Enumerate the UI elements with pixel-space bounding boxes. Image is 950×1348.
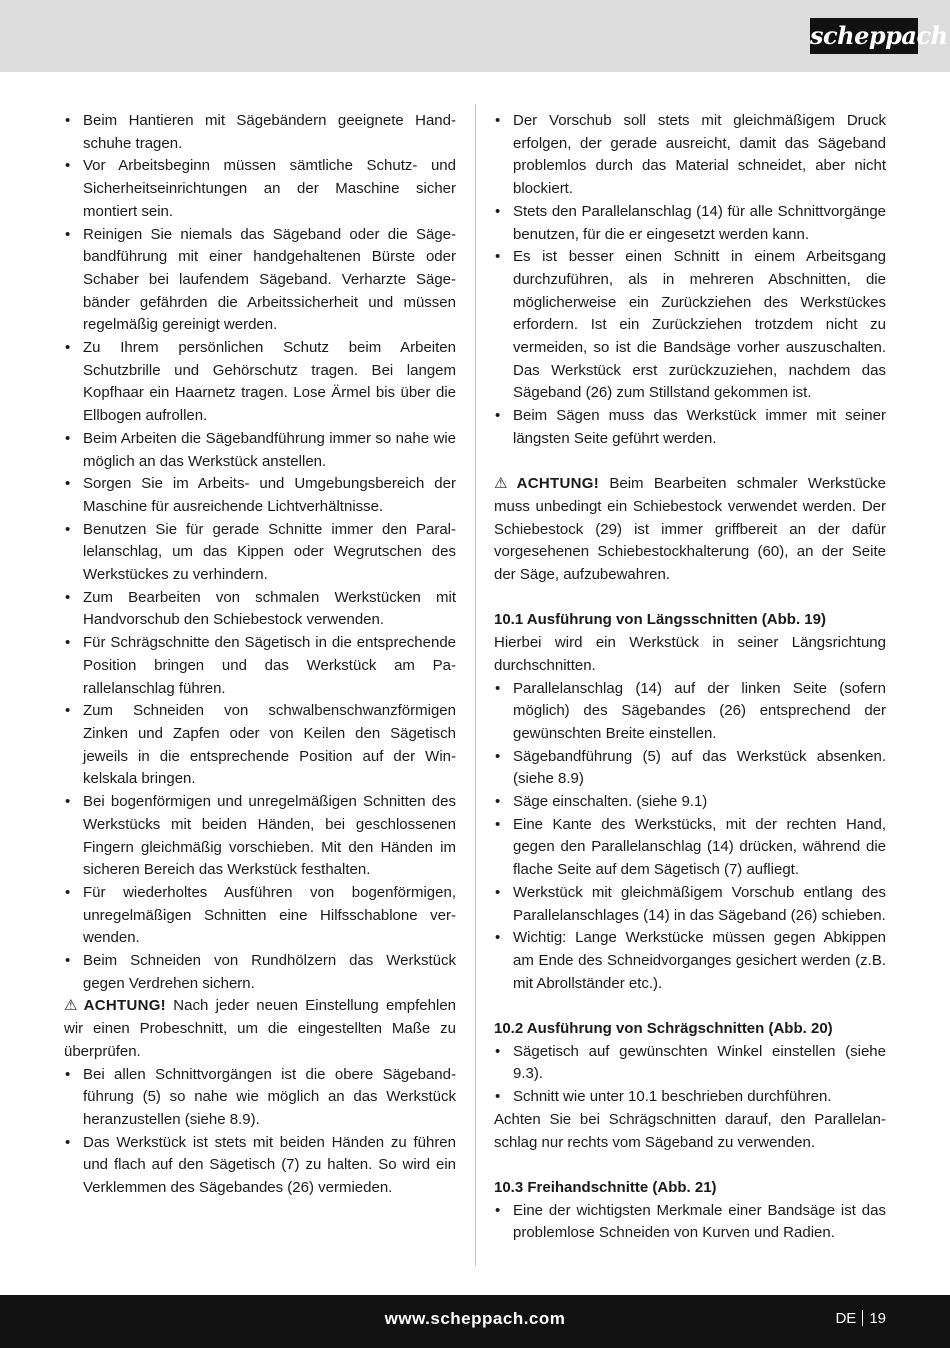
list-item: • Zum Schneiden von schwalbenschwanzförmigen Zinken und Zapfen oder von Keilen den Sägetisch jeweils in die entsprechende Position auf der Winkelskala bringen. (64, 700, 456, 791)
right-column (494, 110, 886, 1245)
feed-bullet-list (494, 110, 886, 451)
list-item: • Bei allen Schnittvorgängen ist die obere Sägebandführung (5) so nahe wie möglich an das Werkstück heranzustellen (siehe 8.9). (64, 1064, 456, 1132)
warning-text: Nach jeder neuen Einstellung empfehlen wir einen Probeschnitt, um die eingestellten Maße zu überprüfen. (64, 997, 457, 1060)
page-footer (0, 1295, 950, 1348)
list-item: • Stets den Parallelanschlag (14) für alle Schnittvorgänge benutzen, für die er eingesetzt werden kann. (494, 201, 886, 246)
warning-triangle-icon: ⚠ (494, 475, 514, 493)
list-item: • Parallelanschlag (14) auf der linken Seite (sofern möglich) des Sägebandes (26) entsprechend der gewünschten Breite einstellen. (494, 678, 886, 746)
list-item: • Für Schrägschnitte den Sägetisch in die entsprechende Position bringen und das Werkstück am Parallelanschlag führen. (64, 632, 456, 700)
list-item: • Sorgen Sie im Arbeits- und Umgebungsbereich der Maschine für ausreichende Lichtverhältnisse. (64, 473, 456, 518)
warning-label: ACHTUNG! (83, 997, 166, 1015)
list-item: • Beim Arbeiten die Sägebandführung immer so nahe wie möglich an das Werkstück anstellen. (64, 428, 456, 473)
section-intro: Hierbei wird ein Werkstück in seiner Längsrichtung durchschnitten. (494, 634, 886, 674)
section-title-10-1: 10.1 Ausführung von Längsschnitten (Abb. 19) (494, 611, 826, 629)
left-column (64, 110, 456, 1200)
list-item: • Benutzen Sie für gerade Schnitte immer den Parallelanschlag, um das Kippen oder Wegrutschen des Werkstückes zu verhindern. (64, 519, 456, 587)
list-item: • Wichtig: Lange Werkstücke müssen gegen Abkippen am Ende des Schneidvorganges gesichert werden (z.B. mit Abrollständer etc.). (494, 927, 886, 995)
warning-paragraph (64, 995, 456, 1063)
section-title-10-3: 10.3 Freihandschnitte (Abb. 21) (494, 1178, 717, 1196)
spacer (494, 995, 886, 1018)
list-item: • Eine der wichtigsten Merkmale einer Bandsäge ist das problemlose Schneiden von Kurven und Radien. (494, 1200, 886, 1245)
spacer (494, 451, 886, 474)
section-outro: Achten Sie bei Schrägschnitten darauf, den Parallelanschlag nur rechts vom Sägeband zu verwenden. (494, 1110, 886, 1151)
list-item: • Säge einschalten. (siehe 9.1) (494, 791, 886, 814)
list-item: • Schnitt wie unter 10.1 beschrieben durchführen. (494, 1086, 886, 1109)
spacer (494, 1154, 886, 1177)
column-divider (475, 104, 476, 1266)
page-indicator (835, 1295, 886, 1342)
list-item: • Vor Arbeitsbeginn müssen sämtliche Schutz- und Sicherheitseinrichtungen an der Maschine sicher montiert sein. (64, 155, 456, 223)
section-10-1-list (494, 678, 886, 996)
list-item: • Beim Sägen muss das Werkstück immer mit seiner längsten Seite geführt werden. (494, 405, 886, 450)
separator (862, 1310, 863, 1326)
list-item: • Sägetisch auf gewünschten Winkel einstellen (siehe 9.3). (494, 1041, 886, 1086)
brand-logo: scheppach (810, 18, 918, 54)
list-item: • Eine Kante des Werkstücks, mit der rechten Hand, gegen den Parallelanschlag (14) drücken, während die flache Seite auf dem Sägetisch (7) aufliegt. (494, 814, 886, 882)
list-item: • Werkstück mit gleichmäßigem Vorschub entlang des Parallelanschlages (14) in das Sägeband (26) schieben. (494, 882, 886, 927)
list-item: • Beim Hantieren mit Sägebändern geeignete Handschuhe tragen. (64, 110, 456, 155)
warning-triangle-icon: ⚠ (64, 997, 81, 1015)
section-10-2-list (494, 1041, 886, 1109)
warning-label: ACHTUNG! (516, 475, 600, 493)
list-item: • Zum Bearbeiten von schmalen Werkstücken mit Handvorschub den Schiebestock verwenden. (64, 587, 456, 632)
list-item: • Es ist besser einen Schnitt in einem Arbeitsgang durchzuführen, als in mehreren Abschnitten, die möglicherweise ein Zurückziehen des Werkstückes erfordern. Ist ein Zurückziehen trotzdem nicht zu vermeiden, so ist die Bandsäge vorher auszuschalten. Das Werkstück erst zurückzuziehen, nachdem das Sägeband (26) zum Stillstand gekommen ist. (494, 246, 886, 405)
language-code: DE (835, 1310, 857, 1327)
spacer (494, 587, 886, 610)
list-item: • Bei bogenförmigen und unregelmäßigen Schnitten des Werkstücks mit beiden Händen, bei geschlossenen Fingern gleichmäßig vorschieben. Mit den Händen im sicheren Bereich das Werkstück festhalten. (64, 791, 456, 882)
list-item: • Beim Schneiden von Rundhölzern das Werkstück gegen Verdrehen sichern. (64, 950, 456, 995)
list-item: • Für wiederholtes Ausführen von bogenförmigen, unregelmäßigen Schnitten eine Hilfsschablone verwenden. (64, 882, 456, 950)
safety-bullet-list (64, 110, 456, 995)
list-item: • Reinigen Sie niemals das Sägeband oder die Sägebandführung mit einer handgehaltenen Bürste oder Schaber bei laufendem Sägeband. Verharzte Sägebänder gefährden die Arbeitssicherheit und müssen regelmäßig gereinigt werden. (64, 224, 456, 338)
list-item: • Der Vorschub soll stets mit gleichmäßigem Druck erfolgen, der gerade ausreicht, damit das Sägeband problemlos durch das Material schneidet, aber nicht blockiert. (494, 110, 886, 201)
page-number: 19 (869, 1310, 886, 1327)
warning-paragraph (494, 473, 886, 587)
procedure-bullet-list (64, 1064, 456, 1200)
page-header (0, 0, 950, 72)
list-item: • Zu Ihrem persönlichen Schutz beim Arbeiten Schutzbrille und Gehörschutz tragen. Bei langem Kopfhaar ein Haarnetz tragen. Lose Ärmel bis über die Ellbogen aufrollen. (64, 337, 456, 428)
list-item: • Das Werkstück ist stets mit beiden Händen zu führen und flach auf den Sägetisch (7) zu halten. So wird ein Verklemmen des Sägebandes (26) vermieden. (64, 1132, 456, 1200)
section-title-10-2: 10.2 Ausführung von Schrägschnitten (Abb. 20) (494, 1020, 833, 1038)
list-item: • Sägebandführung (5) auf das Werkstück absenken. (siehe 8.9) (494, 746, 886, 791)
section-10-3-list (494, 1200, 886, 1245)
website-link[interactable]: www.scheppach.com (384, 1309, 566, 1328)
warning-text: Beim Bearbeiten schmaler Werkstücke muss unbedingt ein Schiebestock verwendet werden. Der Schiebestock (29) ist immer griffbereit an der dafür vorgesehenen Schiebestockhalterung (60), an der Seite der Säge, aufzubewahren. (494, 475, 887, 584)
